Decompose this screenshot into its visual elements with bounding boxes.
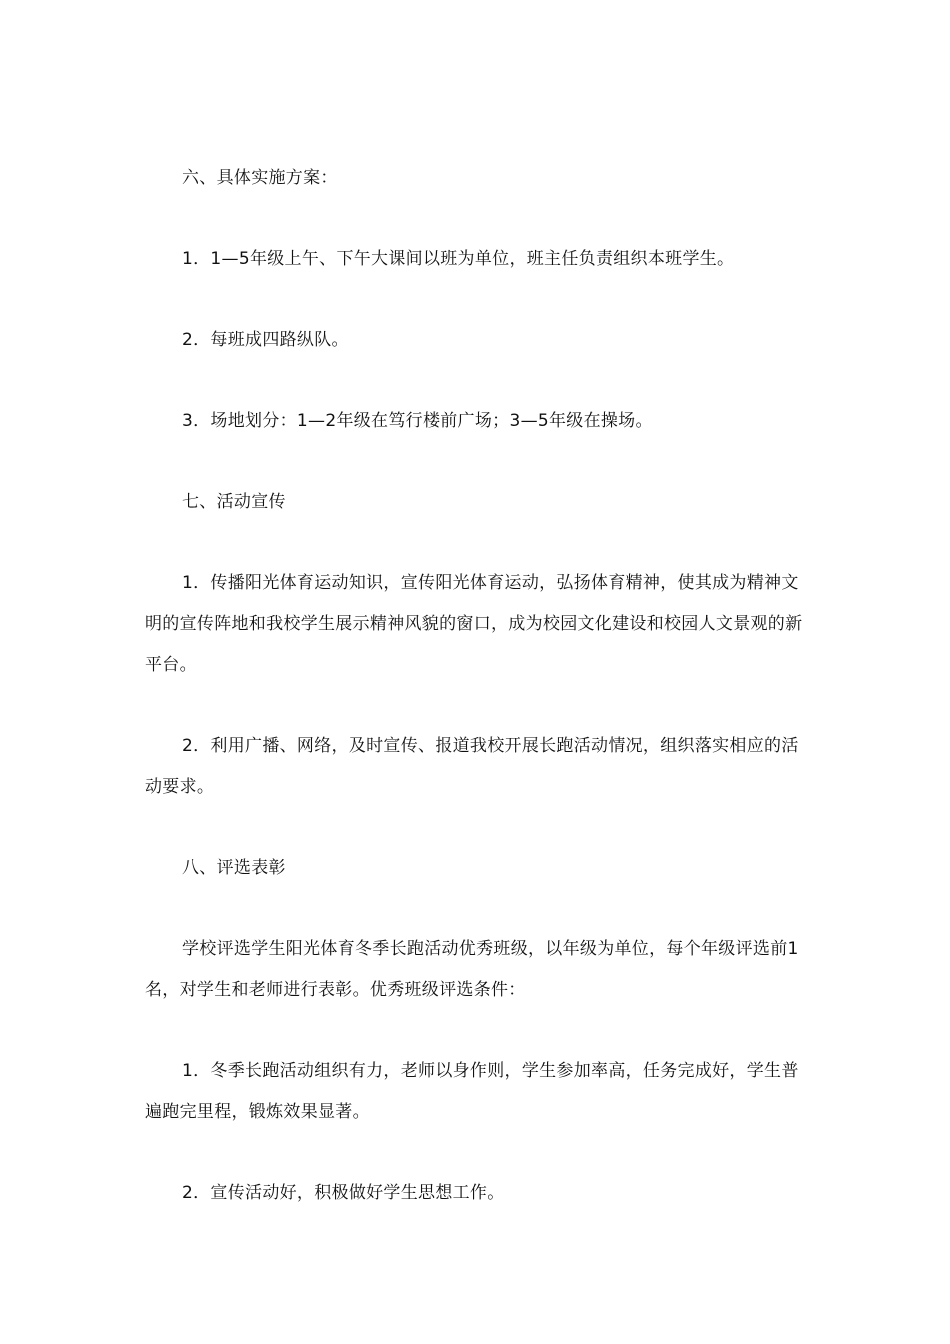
paragraph-spacer [145, 808, 805, 848]
paragraph-spacer [145, 442, 805, 482]
section-heading-implementation: 六、具体实施方案： [182, 168, 338, 188]
awards-criterion-2: 2．宣传活动好，积极做好学生思想工作。 [182, 1183, 505, 1203]
implementation-item-2: 2．每班成四路纵队。 [182, 330, 349, 350]
paragraph-spacer [145, 523, 805, 563]
paragraph-spacer [145, 199, 805, 239]
document-body [145, 158, 805, 1214]
paragraph-spacer [145, 280, 805, 320]
awards-criterion-1: 1．冬季长跑活动组织有力，老师以身作则，学生参加率高，任务完成好，学生普遍跑完里程，锻炼效果显著。 [145, 1061, 799, 1122]
paragraph-spacer [145, 1011, 805, 1051]
paragraph-spacer [145, 361, 805, 401]
section-heading-awards: 八、评选表彰 [182, 858, 286, 878]
publicity-item-1: 1．传播阳光体育运动知识，宣传阳光体育运动，弘扬体育精神，使其成为精神文明的宣传阵地和我校学生展示精神风貌的窗口，成为校园文化建设和校园人文景观的新平台。 [145, 573, 803, 675]
paragraph-spacer [145, 1133, 805, 1173]
implementation-item-3: 3．场地划分：1—2年级在笃行楼前广场；3—5年级在操场。 [182, 411, 653, 431]
publicity-item-2: 2．利用广播、网络，及时宣传、报道我校开展长跑活动情况，组织落实相应的活动要求。 [145, 736, 799, 797]
awards-intro: 学校评选学生阳光体育冬季长跑活动优秀班级，以年级为单位，每个年级评选前1名，对学生和老师进行表彰。优秀班级评选条件： [145, 939, 799, 1000]
paragraph-spacer [145, 686, 805, 726]
implementation-item-1: 1．1—5年级上午、下午大课间以班为单位，班主任负责组织本班学生。 [182, 249, 735, 269]
paragraph-spacer [145, 889, 805, 929]
section-heading-publicity: 七、活动宣传 [182, 492, 286, 512]
